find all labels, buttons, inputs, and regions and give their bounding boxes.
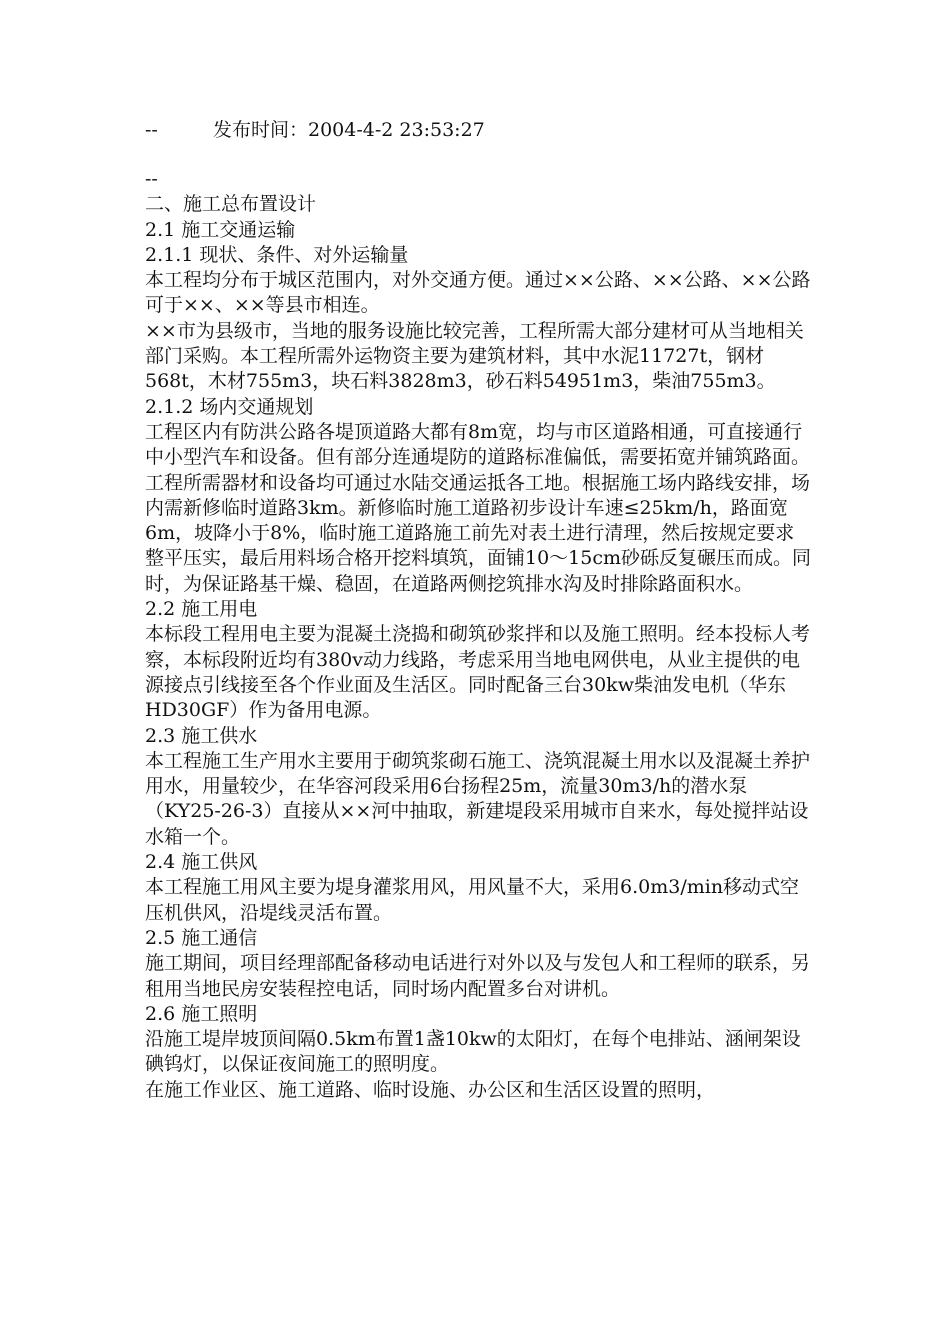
paragraph: ××市为县级市，当地的服务设施比较完善，工程所需大部分建材可从当地相关部门采购。本工程所需外运物资主要为建筑材料，其中水泥11727t，钢材568t，木材755m3，块石料3828m3，砂石料54951m3，柴油755m3。 (145, 319, 804, 393)
subsection-heading: 2.1 施工交通运输 (145, 218, 296, 241)
publish-time-line (145, 117, 485, 143)
subsubsection-heading: 2.1.1 现状、条件、对外运输量 (145, 243, 409, 266)
section-heading: 二、施工总布置设计 (145, 193, 317, 216)
publish-time: 发布时间：2004-4-2 23:53:27 (213, 119, 485, 141)
document-body (145, 167, 813, 1103)
paragraph: 沿施工堤岸坡顶间隔0.5km布置1盏10kw的太阳灯，在每个电排站、涵闸架设碘钨灯，以保证夜间施工的照明度。 (145, 1028, 801, 1076)
paragraph: 在施工作业区、施工道路、临时设施、办公区和生活区设置的照明， (145, 1078, 716, 1101)
paragraph: 本工程施工用风主要为堤身灌浆用风，用风量不大，采用6.0m3/min移动式空压机供风，沿堤线灵活布置。 (145, 876, 800, 924)
subsection-heading: 2.6 施工照明 (145, 1002, 258, 1025)
paragraph: 本工程均分布于城区范围内，对外交通方便。通过××公路、××公路、××公路可于××、××等县市相连。 (145, 269, 811, 317)
paragraph: 本工程施工生产用水主要用于砌筑浆砌石施工、浇筑混凝土用水以及混凝土养护用水，用量较少，在华容河段采用6台扬程25m，流量30m3/h的潜水泵（KY25-26-3）直接从××河中抽取，新建堤段采用城市自来水，每处搅拌站设水箱一个。 (145, 749, 811, 848)
subsection-heading: 2.2 施工用电 (145, 598, 258, 621)
paragraph: 本标段工程用电主要为混凝土浇捣和砌筑砂浆拌和以及施工照明。经本投标人考察，本标段附近均有380v动力线路，考虑采用当地电网供电，从业主提供的电源接点引线接至各个作业面及生活区。同时配备三台30kw柴油发电机（华东HD30GF）作为备用电源。 (145, 623, 811, 722)
leading-dash: -- (145, 119, 158, 141)
subsubsection-heading: 2.1.2 场内交通规划 (145, 395, 314, 418)
subsection-heading: 2.4 施工供风 (145, 851, 258, 874)
subsection-heading: 2.3 施工供水 (145, 724, 258, 747)
subsection-heading: 2.5 施工通信 (145, 926, 258, 949)
paragraph: 工程区内有防洪公路各堤顶道路大都有8m宽，均与市区道路相通，可直接通行中小型汽车和设备。但有部分连通堤防的道路标准偏低，需要拓宽并铺筑路面。工程所需器材和设备均可通过水陆交通运抵各工地。根据施工场内路线安排，场内需新修临时道路3km。新修临时施工道路初步设计车速≤25km/h，路面宽6m，坡降小于8%，临时施工道路施工前先对表土进行清理，然后按规定要求整平压实，最后用料场合格开挖料填筑，面铺10～15cm砂砾反复碾压而成。同时，为保证路基干燥、稳固，在道路两侧挖筑排水沟及时排除路面积水。 (145, 420, 812, 595)
separator-dash: -- (145, 168, 158, 190)
paragraph: 施工期间，项目经理部配备移动电话进行对外以及与发包人和工程师的联系，另租用当地民房安装程控电话，同时场内配置多台对讲机。 (145, 952, 811, 1000)
